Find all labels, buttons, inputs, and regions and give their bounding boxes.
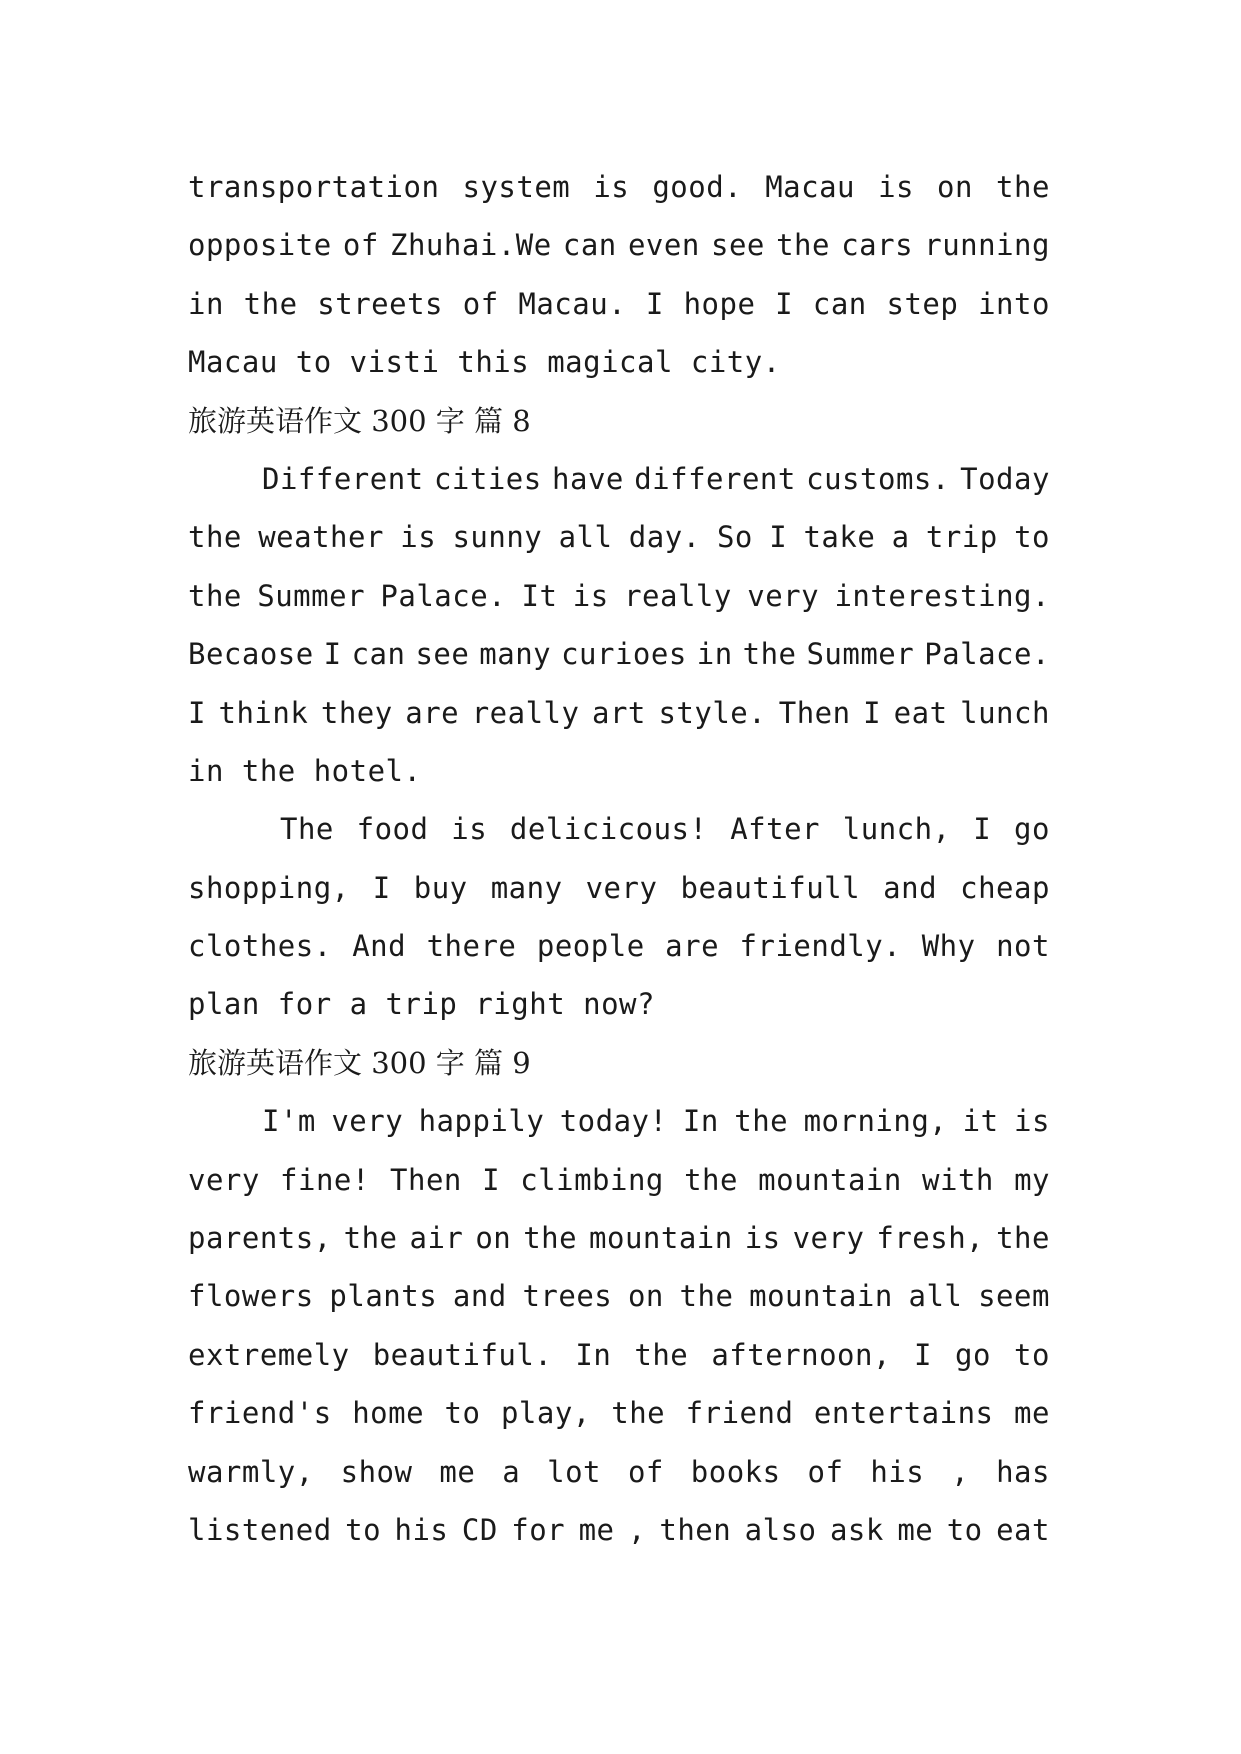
word: flowers [188,1279,314,1314]
word: It [521,578,558,613]
word: I [913,1337,932,1372]
word: to [946,1512,983,1547]
word: friend's [188,1396,332,1431]
word: very [792,1221,865,1256]
word: entertains [813,1396,994,1431]
text-line: plan for a trip right now? [188,987,655,1022]
word: Summer [257,578,366,613]
word: morning, [803,1104,948,1139]
word: on [627,1279,664,1314]
word: Different [262,461,424,496]
word: different [634,461,796,496]
word: all [558,520,613,555]
word: is [451,812,488,847]
word: seem [978,1279,1050,1314]
word: weather [258,520,384,555]
word: day. [628,520,701,555]
word: Then [778,695,851,730]
word: of [807,1454,844,1489]
word: the [996,1221,1050,1256]
text-line [188,800,1050,858]
word: I [775,286,794,321]
word: his [394,1512,449,1547]
word: buy [413,870,468,905]
word: people [536,929,645,964]
word: beautiful. [372,1337,553,1372]
word: in [696,637,733,672]
word: all [908,1279,963,1314]
word: and [452,1279,507,1314]
word: a [502,1454,521,1489]
word: the [188,520,242,555]
word: show [340,1454,413,1489]
text-line [188,1092,1050,1150]
word: on [937,170,973,204]
word: air [409,1221,464,1256]
word: The [280,812,334,847]
text-line [188,1326,1050,1384]
text-line [188,1443,1050,1501]
text-line [188,859,1050,917]
word: go [1014,812,1050,847]
word: see [711,228,765,263]
word: they [320,695,393,730]
word: on [475,1221,512,1256]
word: happily [418,1104,545,1139]
word: mountain [749,1279,893,1314]
word: play, [500,1396,591,1431]
word: very [188,1162,260,1197]
word: go [955,1337,991,1372]
word: today! [559,1104,668,1139]
word: In [682,1104,719,1139]
word: to [1014,520,1050,555]
word: After [730,812,821,847]
section-heading-8: 旅游英语作文 300 字 篇 8 [188,403,531,438]
word: Then [390,1162,462,1197]
word: me [578,1512,615,1547]
word: I [188,695,206,730]
word: a [891,520,910,555]
word: of [462,286,499,321]
word: very [747,578,820,613]
word: customs. [806,461,950,496]
word: I [372,870,391,905]
word: transportation [188,170,440,204]
word: friend [685,1396,794,1431]
word: into [978,286,1050,321]
word: and [883,870,938,905]
word: is [878,170,914,204]
word: my [1014,1162,1050,1197]
word: can [351,637,406,672]
word: parents, [188,1221,332,1256]
word: his [870,1454,925,1489]
word: can [812,286,867,321]
word: can [562,228,617,263]
text-line [188,508,1050,566]
word: And [352,929,407,964]
word: eat [996,1512,1050,1547]
word: I [323,637,342,672]
word: the [996,170,1050,204]
word: Summer [806,637,915,672]
text-line: in the hotel. [188,753,422,788]
word: the [734,1104,789,1139]
word: lot [547,1454,602,1489]
word: trees [522,1279,613,1314]
word: step [886,286,959,321]
word: running [924,228,1050,263]
word: delicicous! [509,812,708,847]
document-body [188,158,1050,1559]
word: the [634,1337,689,1372]
word: is [744,1221,781,1256]
word: for [511,1512,566,1547]
word: art [592,695,646,730]
text-line [188,625,1050,683]
word: have [552,461,624,496]
word: warmly, [188,1454,314,1489]
word: the [611,1396,666,1431]
section-heading-9: 旅游英语作文 300 字 篇 9 [188,1045,531,1080]
word: home [352,1396,425,1431]
word: take [803,520,876,555]
text-line [188,1501,1050,1559]
word: many [490,870,563,905]
word: is [1014,1104,1050,1139]
text-line [188,567,1050,625]
word: of [627,1454,664,1489]
word: Zhuhai.We [390,228,552,263]
word: not [996,929,1050,964]
text-line [188,917,1050,975]
text-line [188,216,1050,274]
text-line [188,1267,1050,1325]
word: books [690,1454,781,1489]
word: listened [188,1512,332,1547]
word: then [659,1512,732,1547]
word: interesting. [834,578,1050,613]
word: fresh, [876,1221,985,1256]
word: climbing [520,1162,664,1197]
text-line [188,684,1050,742]
word: cities [433,461,542,496]
word: , [627,1512,646,1547]
word: are [405,695,460,730]
word: very [331,1104,404,1139]
word: Today [960,461,1050,496]
word: ask [829,1512,884,1547]
word: are [665,929,720,964]
word: cheap [960,870,1050,905]
word: beautifull [680,870,861,905]
word: sunny [452,520,543,555]
word: there [426,929,517,964]
word: streets [317,286,443,321]
word: lunch [960,695,1050,730]
word: very [585,870,658,905]
word: clothes. [188,929,332,964]
word: with [922,1162,994,1197]
word: to [444,1396,481,1431]
text-line [188,275,1050,333]
word: the [776,228,830,263]
text-line [188,1384,1050,1442]
word: Macau. [518,286,627,321]
word: CD [461,1512,498,1547]
word: me [897,1512,934,1547]
word: the [343,1221,398,1256]
word: me [439,1454,476,1489]
word: even [627,228,700,263]
word: hope [683,286,756,321]
word: the [679,1279,734,1314]
word: I [973,812,992,847]
word: friendly. [739,929,902,964]
word: Becaose [188,637,314,672]
word: I [863,695,882,730]
word: I [482,1162,501,1197]
word: think [218,695,309,730]
word: So [716,520,753,555]
word: mountain [758,1162,902,1197]
text-line [188,450,1050,508]
word: shopping, [188,870,350,905]
word: to [345,1512,382,1547]
word: mountain [589,1221,733,1256]
word: the [523,1221,578,1256]
word: curioes [561,637,687,672]
word: Palace. [380,578,507,613]
word: In [575,1337,612,1372]
word: is [572,578,609,613]
word: the [742,637,797,672]
word: fine! [280,1162,370,1197]
word: extremely [188,1337,350,1372]
word: of [342,228,379,263]
text-line [188,158,1050,216]
word: the [188,578,242,613]
word: Macau [765,170,855,204]
word: to [1014,1337,1050,1372]
word: me [1014,1396,1050,1431]
word: trip [925,520,998,555]
word: really [471,695,580,730]
word: Palace. [924,637,1050,672]
word: really [624,578,732,613]
word: eat [893,695,948,730]
word: cars [841,228,914,263]
word: plants [329,1279,438,1314]
word: , [951,1454,970,1489]
word: is [593,170,630,204]
word: in [188,286,224,321]
word: style. [658,695,767,730]
word: also [744,1512,817,1547]
word: has [996,1454,1050,1489]
word: afternoon, [711,1337,891,1372]
word: the [684,1162,738,1197]
word: is [400,520,437,555]
word: the [243,286,298,321]
word: I [769,520,788,555]
word: Why [921,929,976,964]
word: it [962,1104,999,1139]
word: I [645,286,664,321]
word: opposite [188,228,332,263]
text-line [188,1151,1050,1209]
text-line: Macau to visti this magical city. [188,345,781,380]
word: see [415,637,470,672]
word: lunch, [842,812,951,847]
text-line [188,1209,1050,1267]
word: food [356,812,429,847]
word: good. [652,170,743,204]
word: system [462,170,571,204]
word: many [479,637,552,672]
word: I'm [262,1104,316,1139]
